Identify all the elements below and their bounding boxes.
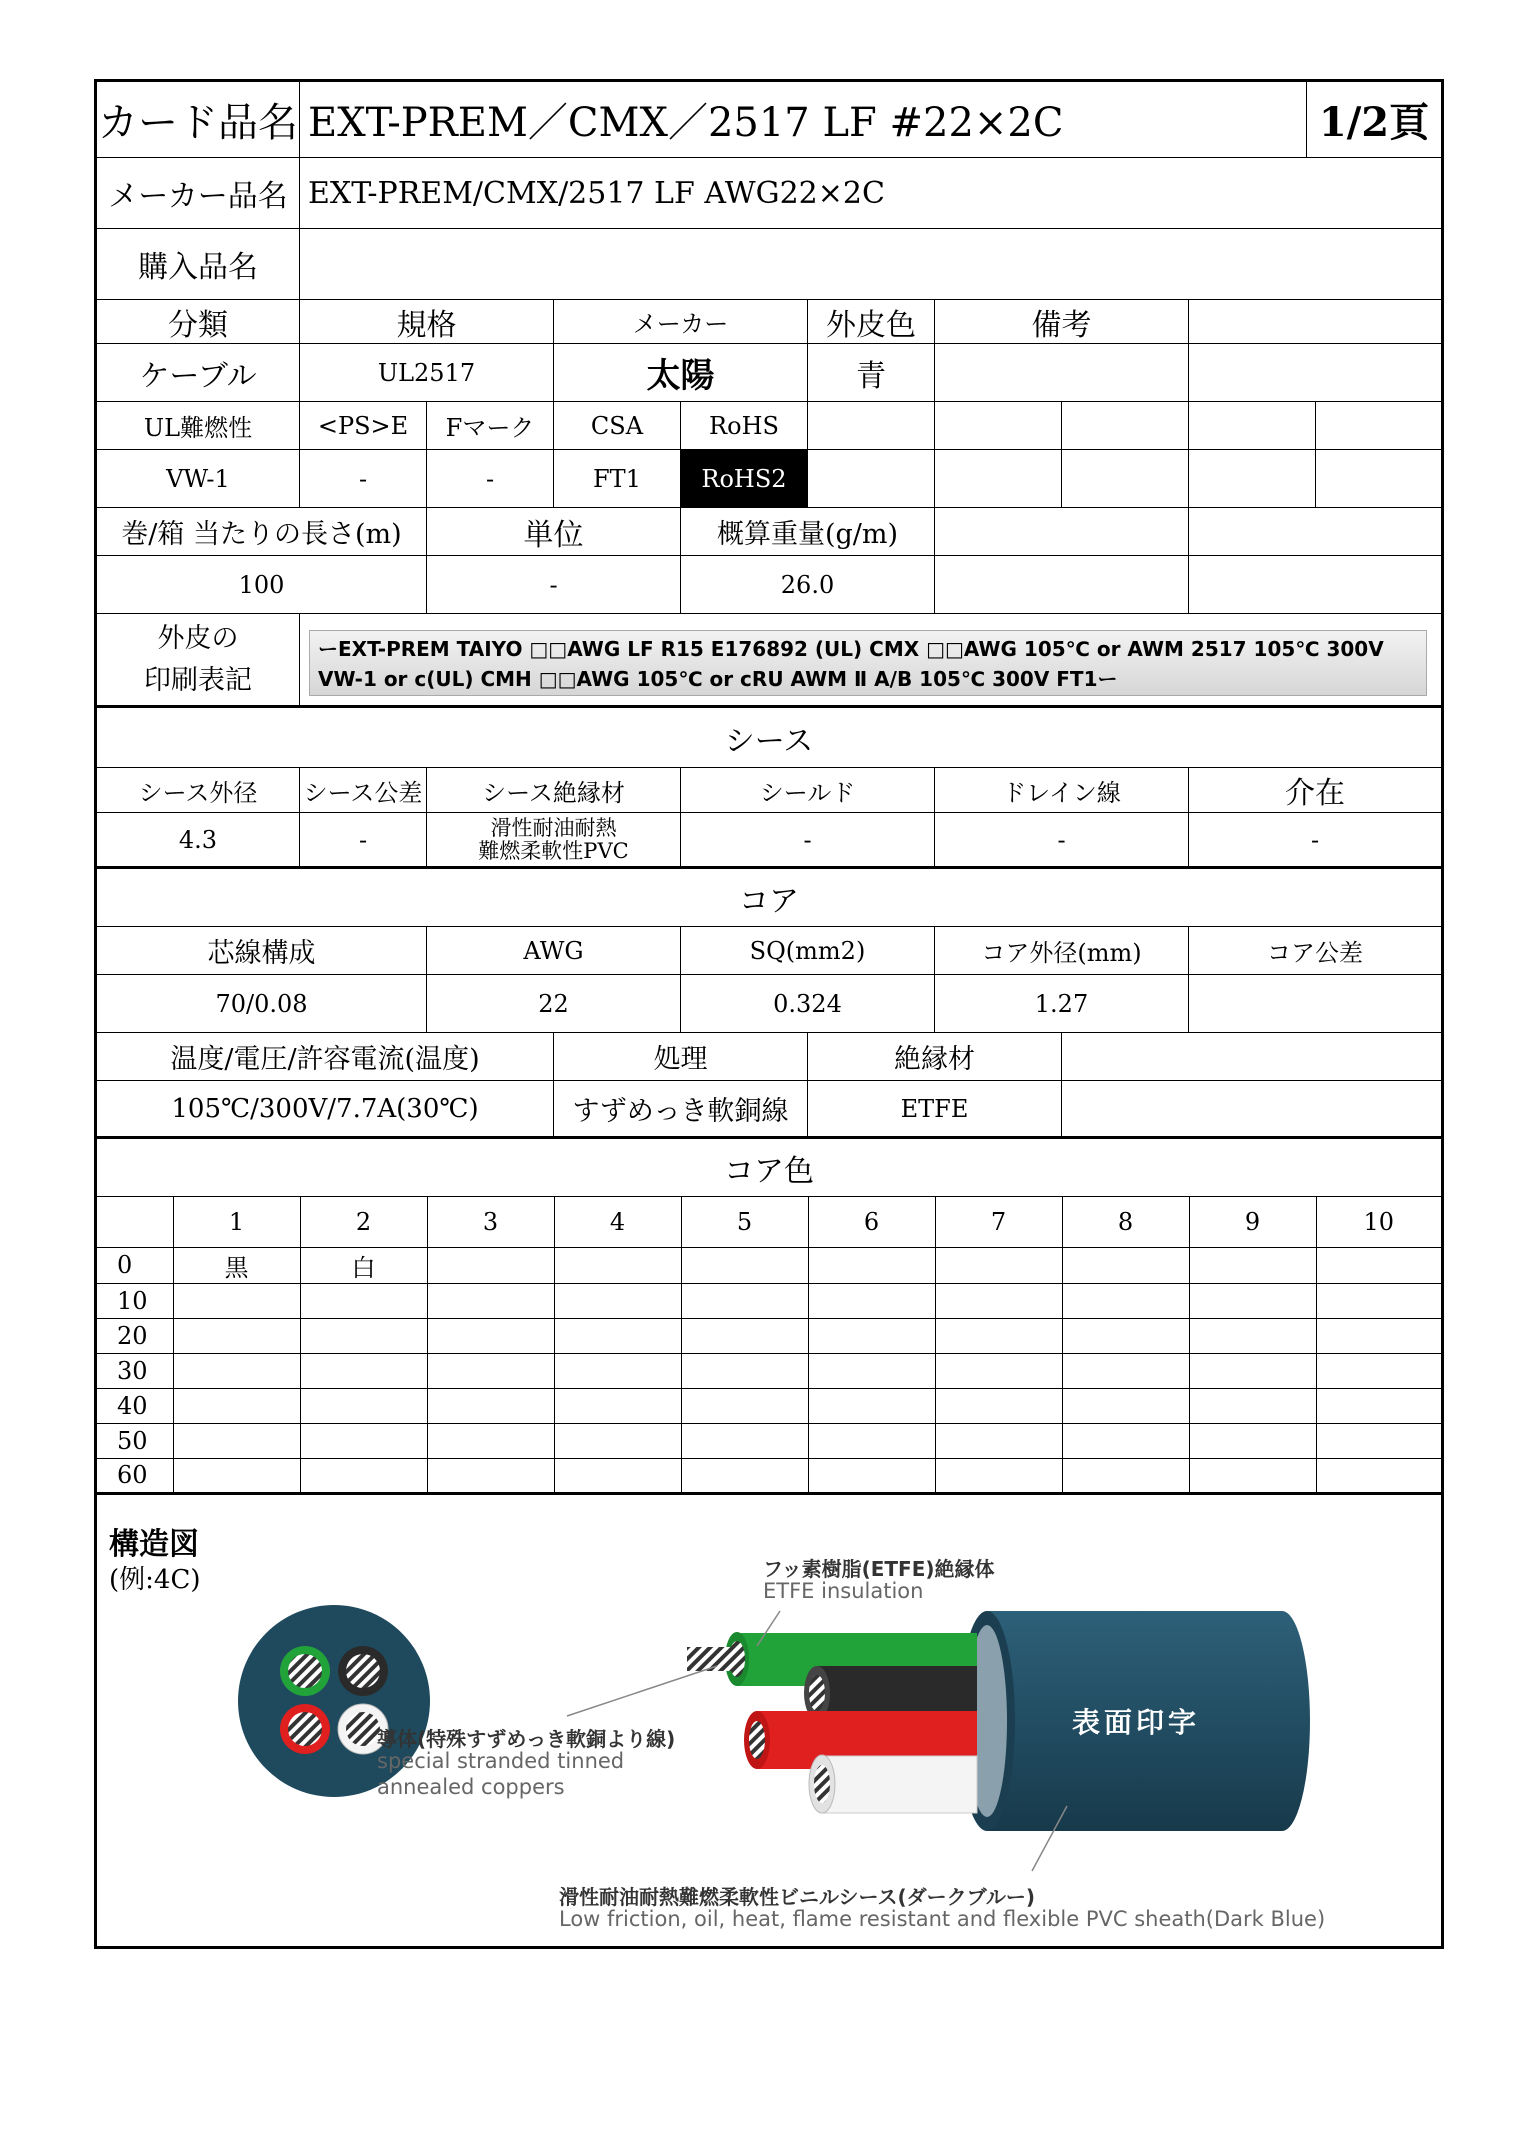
elec-blank-1 xyxy=(1062,1033,1441,1081)
filler-value: - xyxy=(1189,813,1441,869)
core-color-cell xyxy=(935,1318,1062,1353)
core-color-row-label: 0 xyxy=(97,1247,173,1283)
shield-value: - xyxy=(681,813,935,869)
core-color-cell xyxy=(300,1458,427,1493)
class-header: 分類 xyxy=(97,300,300,344)
core-color-cell xyxy=(681,1353,808,1388)
diagram-title: 構造図 xyxy=(109,1527,199,1562)
core-color-cell xyxy=(300,1283,427,1318)
shield-header: シールド xyxy=(681,768,935,813)
core-color-row xyxy=(97,1318,1441,1353)
core-color-cell xyxy=(1062,1458,1189,1493)
core-color-header-row xyxy=(97,1197,1441,1247)
core-od-header: コア外径(mm) xyxy=(935,927,1189,975)
core-color-row-label: 30 xyxy=(97,1353,173,1388)
core-od-value: 1.27 xyxy=(935,975,1189,1033)
core-color-cell xyxy=(808,1423,935,1458)
core-color-table xyxy=(97,1197,1441,1495)
awg-value: 22 xyxy=(427,975,681,1033)
pack-blank-2 xyxy=(1189,508,1441,556)
core-color-col: 9 xyxy=(1189,1197,1316,1247)
core-color-cell xyxy=(554,1423,681,1458)
core-color-cell xyxy=(681,1388,808,1423)
print-line-2: VW-1 or c(UL) CMH □□AWG 105℃ or cRU AWM Ⅱ A/B 105℃ 300V FT1ー xyxy=(318,667,1118,691)
csa-header: CSA xyxy=(554,402,681,450)
rating-blank-1 xyxy=(808,402,935,450)
structure-diagram xyxy=(97,1511,1441,1946)
core-color-row-label: 20 xyxy=(97,1318,173,1353)
header-row xyxy=(97,82,1441,158)
core-color-cell xyxy=(1062,1283,1189,1318)
pack-blank-4 xyxy=(1189,556,1441,614)
pse-header: <PS>E xyxy=(300,402,427,450)
core-color-cell xyxy=(935,1247,1062,1283)
core-color-cell xyxy=(808,1353,935,1388)
sq-value: 0.324 xyxy=(681,975,935,1033)
core-color-row xyxy=(97,1388,1441,1423)
length-header: 巻/箱 当たりの長さ(m) xyxy=(97,508,427,556)
core-color-cell xyxy=(1189,1247,1316,1283)
core-color-cell xyxy=(554,1353,681,1388)
core-color-title: コア色 xyxy=(97,1139,1441,1197)
ul-flame-header: UL難燃性 xyxy=(97,402,300,450)
remarks-header: 備考 xyxy=(935,300,1189,344)
core-title: コア xyxy=(97,869,1441,927)
core-color-row xyxy=(97,1423,1441,1458)
core-color-row-label: 40 xyxy=(97,1388,173,1423)
drain-value: - xyxy=(935,813,1189,869)
cable-side-view xyxy=(687,1611,1310,1831)
core-color-row xyxy=(97,1247,1441,1283)
rating-blank-5 xyxy=(1316,402,1441,450)
rating-blank-9 xyxy=(1189,450,1316,508)
core-color-cell xyxy=(173,1353,300,1388)
core-color-cell: 白 xyxy=(300,1247,427,1283)
rating-blank-4 xyxy=(1189,402,1316,450)
sheath-title: シース xyxy=(97,708,1441,768)
core-color-cell xyxy=(1062,1423,1189,1458)
csa-value: FT1 xyxy=(554,450,681,508)
color-header: 外皮色 xyxy=(808,300,935,344)
core-color-cell: 黒 xyxy=(173,1247,300,1283)
core-color-cell xyxy=(808,1318,935,1353)
rating-header: 温度/電圧/許容電流(温度) xyxy=(97,1033,554,1081)
core-color-cell xyxy=(1189,1318,1316,1353)
conductor-label-en-2: annealed coppers xyxy=(377,1775,565,1799)
spec-blank-header xyxy=(1189,300,1441,344)
rohs-value: RoHS2 xyxy=(681,450,808,508)
maker-name-label: メーカー品名 xyxy=(97,158,300,229)
core-color-cell xyxy=(681,1283,808,1318)
core-color-cell xyxy=(935,1388,1062,1423)
core-color-cell xyxy=(935,1353,1062,1388)
core-color-cell xyxy=(1189,1283,1316,1318)
surface-print-label: 表面印字 xyxy=(1072,1706,1201,1739)
core-tol-header: コア公差 xyxy=(1189,927,1441,975)
class-value: ケーブル xyxy=(97,344,300,402)
core-color-cell xyxy=(554,1318,681,1353)
core-color-col: 10 xyxy=(1316,1197,1441,1247)
core-color-cell xyxy=(681,1458,808,1493)
rating-blank-8 xyxy=(1062,450,1189,508)
core-color-cell xyxy=(1316,1247,1441,1283)
maker-header: メーカー xyxy=(554,300,808,344)
sheath-od-header: シース外径 xyxy=(97,768,300,813)
rating-value: 105℃/300V/7.7A(30℃) xyxy=(97,1081,554,1139)
core-color-cell xyxy=(300,1388,427,1423)
print-label-line2: 印刷表記 xyxy=(144,664,252,696)
core-color-col: 1 xyxy=(173,1197,300,1247)
sheath-mat-value xyxy=(427,813,681,869)
core-color-cell xyxy=(1316,1318,1441,1353)
awg-header: AWG xyxy=(427,927,681,975)
ins-value: ETFE xyxy=(808,1081,1062,1139)
sheath-od-value: 4.3 xyxy=(97,813,300,869)
unit-value: - xyxy=(427,556,681,614)
sheath-label-en: Low friction, oil, heat, flame resistant and flexible PVC sheath(Dark Blue) xyxy=(559,1907,1326,1931)
core-color-cell xyxy=(554,1283,681,1318)
rating-blank-2 xyxy=(935,402,1062,450)
core-color-corner xyxy=(97,1197,173,1247)
core-color-cell xyxy=(554,1388,681,1423)
core-color-row xyxy=(97,1353,1441,1388)
core-color-cell xyxy=(1316,1423,1441,1458)
unit-header: 単位 xyxy=(427,508,681,556)
pack-blank-3 xyxy=(935,556,1189,614)
core-color-row-label: 60 xyxy=(97,1458,173,1493)
core-color-col: 7 xyxy=(935,1197,1062,1247)
core-color-col: 3 xyxy=(427,1197,554,1247)
filler-header: 介在 xyxy=(1189,768,1441,813)
core-color-cell xyxy=(1062,1247,1189,1283)
core-color-cell xyxy=(1316,1283,1441,1318)
core-color-cell xyxy=(427,1353,554,1388)
card-name-value: EXT-PREM／CMX／2517 LF #22×2C xyxy=(300,82,1307,158)
elec-blank-2 xyxy=(1062,1081,1441,1139)
core-color-cell xyxy=(808,1458,935,1493)
rating-blank-10 xyxy=(1316,450,1441,508)
core-color-cell xyxy=(173,1458,300,1493)
strand-header: 芯線構成 xyxy=(97,927,427,975)
f-mark-header: Fマーク xyxy=(427,402,554,450)
core-color-row-label: 10 xyxy=(97,1283,173,1318)
weight-value: 26.0 xyxy=(681,556,935,614)
core-color-cell xyxy=(427,1458,554,1493)
core-color-cell xyxy=(935,1283,1062,1318)
core-color-cell xyxy=(935,1458,1062,1493)
core-color-cell xyxy=(427,1423,554,1458)
core-color-cell xyxy=(427,1247,554,1283)
rating-blank-3 xyxy=(1062,402,1189,450)
core-color-cell xyxy=(554,1247,681,1283)
sq-header: SQ(mm2) xyxy=(681,927,935,975)
spec-sheet xyxy=(94,79,1444,1949)
maker-name-value: EXT-PREM/CMX/2517 LF AWG22×2C xyxy=(300,158,1441,229)
conductor-label-jp: 導体(特殊すずめっき軟銅より線) xyxy=(377,1727,676,1751)
rating-blank-7 xyxy=(935,450,1062,508)
core-tol-value xyxy=(1189,975,1441,1033)
drain-header: ドレイン線 xyxy=(935,768,1189,813)
core-color-row-label: 50 xyxy=(97,1423,173,1458)
core-color-cell xyxy=(1316,1353,1441,1388)
insulation-label-en: ETFE insulation xyxy=(763,1579,924,1603)
f-mark-value: - xyxy=(427,450,554,508)
rating-blank-6 xyxy=(808,450,935,508)
core-color-cell xyxy=(300,1353,427,1388)
core-color-cell xyxy=(1316,1388,1441,1423)
core-color-cell xyxy=(808,1247,935,1283)
sheath-mat-header: シース絶縁材 xyxy=(427,768,681,813)
print-label-line1: 外皮の xyxy=(157,622,239,654)
insulation-label-jp: フッ素樹脂(ETFE)絶縁体 xyxy=(763,1557,995,1581)
core-color-cell xyxy=(1062,1353,1189,1388)
sheath-mat-line2: 難燃柔軟性PVC xyxy=(478,838,629,863)
core-color-cell xyxy=(554,1458,681,1493)
core-color-cell xyxy=(681,1318,808,1353)
sheath-tol-header: シース公差 xyxy=(300,768,427,813)
core-color-cell xyxy=(1062,1388,1189,1423)
rohs-header: RoHS xyxy=(681,402,808,450)
core-color-cell xyxy=(300,1423,427,1458)
ins-header: 絶縁材 xyxy=(808,1033,1062,1081)
core-color-cell xyxy=(173,1388,300,1423)
color-value: 青 xyxy=(808,344,935,402)
core-color-col: 5 xyxy=(681,1197,808,1247)
core-color-col: 2 xyxy=(300,1197,427,1247)
ul-flame-value: VW-1 xyxy=(97,450,300,508)
print-line-1: ーEXT-PREM TAIYO □□AWG LF R15 E176892 (UL) CMX □□AWG 105℃ or AWM 2517 105℃ 300V xyxy=(318,637,1384,661)
purchase-name-value xyxy=(300,229,1441,300)
core-color-cell xyxy=(1189,1423,1316,1458)
treat-header: 処理 xyxy=(554,1033,808,1081)
card-name-label: カード品名 xyxy=(97,82,300,158)
core-color-cell xyxy=(173,1283,300,1318)
sheath-label-jp: 滑性耐油耐熱難燃柔軟性ビニルシース(ダークブルー) xyxy=(559,1885,1035,1909)
standard-header: 規格 xyxy=(300,300,554,344)
remarks-value xyxy=(935,344,1189,402)
core-color-cell xyxy=(427,1283,554,1318)
treat-value: すずめっき軟銅線 xyxy=(554,1081,808,1139)
core-color-cell xyxy=(427,1388,554,1423)
core-color-cell xyxy=(935,1423,1062,1458)
strand-value: 70/0.08 xyxy=(97,975,427,1033)
core-color-cell xyxy=(808,1388,935,1423)
core-color-cell xyxy=(427,1318,554,1353)
purchase-name-label: 購入品名 xyxy=(97,229,300,300)
maker-value: 太陽 xyxy=(554,344,808,402)
core-color-col: 6 xyxy=(808,1197,935,1247)
core-color-cell xyxy=(1062,1318,1189,1353)
length-value: 100 xyxy=(97,556,427,614)
core-color-cell xyxy=(1189,1353,1316,1388)
sheath-tol-value: - xyxy=(300,813,427,869)
pse-value: - xyxy=(300,450,427,508)
core-color-cell xyxy=(1316,1458,1441,1493)
core-color-cell xyxy=(681,1423,808,1458)
core-color-row xyxy=(97,1283,1441,1318)
core-color-cell xyxy=(300,1318,427,1353)
core-color-col: 4 xyxy=(554,1197,681,1247)
core-color-cell xyxy=(1189,1458,1316,1493)
diagram-example: (例:4C) xyxy=(109,1565,201,1595)
weight-header: 概算重量(g/m) xyxy=(681,508,935,556)
print-label xyxy=(97,614,300,708)
page-number: 1/2頁 xyxy=(1307,82,1441,158)
conductor-label-en-1: special stranded tinned xyxy=(377,1749,625,1773)
print-marking xyxy=(309,630,1427,696)
spec-blank-value xyxy=(1189,344,1441,402)
core-color-cell xyxy=(681,1247,808,1283)
sheath-mat-line1: 滑性耐油耐熱 xyxy=(490,815,617,840)
core-color-cell xyxy=(808,1283,935,1318)
core-color-cell xyxy=(173,1423,300,1458)
core-color-cell xyxy=(1189,1388,1316,1423)
core-color-cell xyxy=(173,1318,300,1353)
pack-blank-1 xyxy=(935,508,1189,556)
core-color-row xyxy=(97,1458,1441,1493)
standard-value: UL2517 xyxy=(300,344,554,402)
core-color-col: 8 xyxy=(1062,1197,1189,1247)
